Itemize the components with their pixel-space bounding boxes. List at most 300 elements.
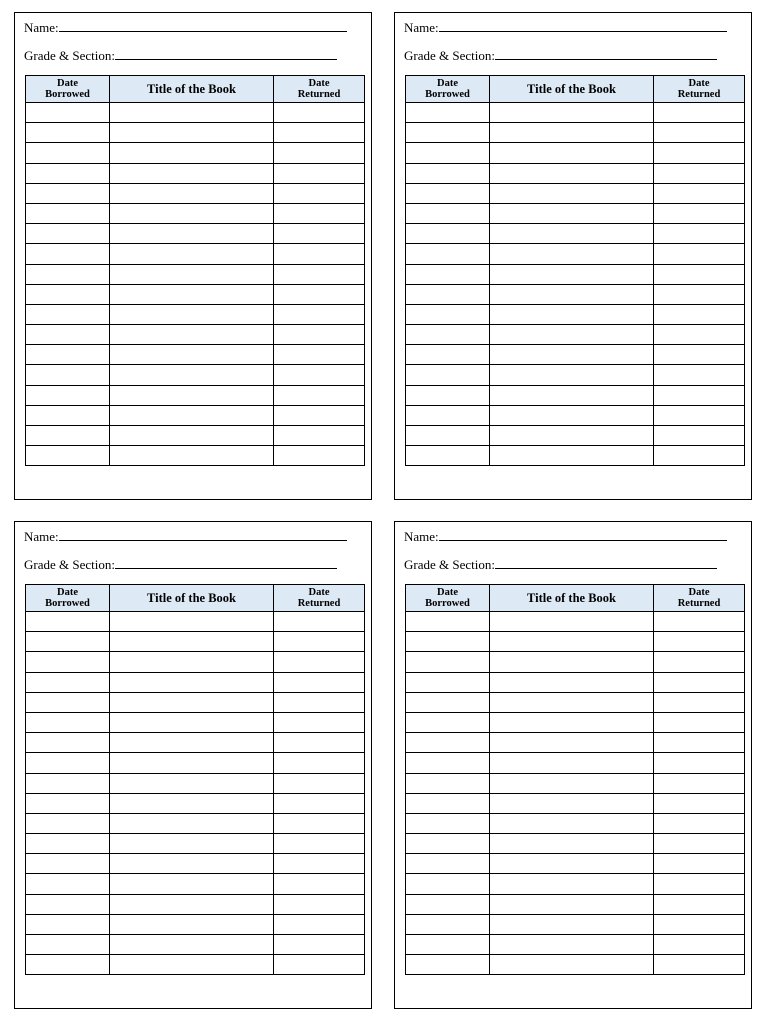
table-row: [406, 103, 745, 123]
date-borrowed-cell[interactable]: [26, 446, 110, 466]
date-returned-cell[interactable]: [274, 183, 365, 203]
date-returned-cell[interactable]: [274, 612, 365, 632]
date-returned-cell[interactable]: [654, 773, 745, 793]
book-title-cell[interactable]: [490, 183, 654, 203]
book-log-table: [25, 584, 365, 975]
book-title-cell[interactable]: [110, 284, 274, 304]
date-borrowed-cell[interactable]: [26, 612, 110, 632]
date-returned-cell[interactable]: [654, 632, 745, 652]
date-borrowed-cell[interactable]: [406, 446, 490, 466]
date-returned-cell[interactable]: [274, 813, 365, 833]
date-borrowed-cell[interactable]: [26, 935, 110, 955]
date-returned-cell[interactable]: [654, 712, 745, 732]
book-title-cell[interactable]: [110, 264, 274, 284]
table-row: [406, 773, 745, 793]
date-returned-cell[interactable]: [274, 203, 365, 223]
date-borrowed-cell[interactable]: [26, 304, 110, 324]
book-title-cell[interactable]: [110, 935, 274, 955]
date-borrowed-cell[interactable]: [26, 183, 110, 203]
date-returned-cell[interactable]: [274, 935, 365, 955]
date-returned-cell[interactable]: [654, 854, 745, 874]
date-returned-cell[interactable]: [274, 914, 365, 934]
date-returned-cell[interactable]: [274, 874, 365, 894]
book-title-cell[interactable]: [490, 405, 654, 425]
book-title-cell[interactable]: [110, 914, 274, 934]
date-borrowed-cell[interactable]: [26, 955, 110, 975]
date-borrowed-header-line2: Borrowed: [425, 598, 470, 609]
book-title-cell[interactable]: [490, 385, 654, 405]
book-title-cell[interactable]: [110, 405, 274, 425]
date-returned-cell[interactable]: [274, 284, 365, 304]
name-blank-line[interactable]: [59, 528, 347, 541]
date-borrowed-cell[interactable]: [406, 224, 490, 244]
table-row: [26, 365, 365, 385]
table-row: [26, 793, 365, 813]
table-row: [26, 123, 365, 143]
date-borrowed-cell[interactable]: [406, 304, 490, 324]
table-row: [406, 325, 745, 345]
table-row: [406, 854, 745, 874]
date-returned-cell[interactable]: [654, 385, 745, 405]
date-returned-cell[interactable]: [274, 224, 365, 244]
date-returned-cell[interactable]: [654, 143, 745, 163]
date-returned-cell[interactable]: [654, 753, 745, 773]
grade-section-blank-line[interactable]: [115, 47, 337, 60]
book-title-cell[interactable]: [490, 955, 654, 975]
date-borrowed-cell[interactable]: [406, 244, 490, 264]
date-returned-cell[interactable]: [654, 672, 745, 692]
table-body: [406, 612, 745, 975]
date-borrowed-cell[interactable]: [26, 834, 110, 854]
book-title-cell[interactable]: [110, 632, 274, 652]
date-borrowed-cell[interactable]: [26, 793, 110, 813]
book-title-cell[interactable]: [490, 793, 654, 813]
date-returned-cell[interactable]: [274, 264, 365, 284]
book-title-cell[interactable]: [490, 733, 654, 753]
date-borrowed-header-line2: Borrowed: [45, 89, 90, 100]
name-label: Name:: [404, 529, 439, 544]
book-title-cell[interactable]: [490, 103, 654, 123]
grade-section-field[interactable]: [24, 47, 337, 64]
date-borrowed-cell[interactable]: [406, 264, 490, 284]
book-title-cell[interactable]: [490, 935, 654, 955]
date-borrowed-cell[interactable]: [406, 632, 490, 652]
date-returned-header-line2: Returned: [297, 598, 341, 609]
book-title-cell[interactable]: [110, 652, 274, 672]
date-borrowed-cell[interactable]: [26, 426, 110, 446]
book-title-cell[interactable]: [490, 672, 654, 692]
grade-section-label: Grade & Section:: [24, 48, 115, 63]
date-borrowed-cell[interactable]: [406, 123, 490, 143]
date-borrowed-cell[interactable]: [406, 834, 490, 854]
grade-section-label: Grade & Section:: [404, 48, 495, 63]
book-title-cell[interactable]: [110, 672, 274, 692]
book-log-table: [405, 584, 745, 975]
date-borrowed-header-line1: Date: [437, 587, 458, 598]
table-row: [406, 304, 745, 324]
date-borrowed-cell[interactable]: [26, 712, 110, 732]
date-borrowed-cell[interactable]: [26, 224, 110, 244]
date-borrowed-cell[interactable]: [26, 203, 110, 223]
table-row: [26, 773, 365, 793]
date-returned-cell[interactable]: [274, 793, 365, 813]
date-borrowed-cell[interactable]: [406, 753, 490, 773]
book-title-cell[interactable]: [110, 834, 274, 854]
table-row: [406, 753, 745, 773]
date-returned-cell[interactable]: [274, 692, 365, 712]
date-borrowed-cell[interactable]: [26, 753, 110, 773]
grade-section-field[interactable]: [404, 47, 717, 64]
date-returned-cell[interactable]: [654, 365, 745, 385]
grade-section-blank-line[interactable]: [115, 556, 337, 569]
book-title-cell[interactable]: [110, 244, 274, 264]
date-borrowed-cell[interactable]: [406, 712, 490, 732]
book-log-table: [25, 75, 365, 466]
date-borrowed-cell[interactable]: [26, 264, 110, 284]
date-borrowed-cell[interactable]: [406, 183, 490, 203]
date-borrowed-cell[interactable]: [26, 385, 110, 405]
book-title-cell[interactable]: [490, 712, 654, 732]
table-row: [26, 405, 365, 425]
date-borrowed-cell[interactable]: [406, 935, 490, 955]
date-returned-cell[interactable]: [274, 753, 365, 773]
date-borrowed-cell[interactable]: [406, 405, 490, 425]
date-returned-cell[interactable]: [654, 345, 745, 365]
date-returned-cell[interactable]: [654, 955, 745, 975]
date-borrowed-cell[interactable]: [26, 914, 110, 934]
date-returned-cell[interactable]: [274, 244, 365, 264]
table-row: [406, 264, 745, 284]
table-row: [26, 426, 365, 446]
name-field[interactable]: [24, 528, 347, 545]
date-borrowed-cell[interactable]: [406, 793, 490, 813]
date-returned-cell[interactable]: [274, 365, 365, 385]
name-blank-line[interactable]: [439, 19, 727, 32]
book-title-cell[interactable]: [490, 244, 654, 264]
table-row: [406, 672, 745, 692]
book-title-cell[interactable]: [110, 894, 274, 914]
date-borrowed-cell[interactable]: [406, 874, 490, 894]
date-borrowed-cell[interactable]: [26, 123, 110, 143]
book-title-header: Title of the Book: [110, 585, 274, 612]
book-title-cell[interactable]: [490, 264, 654, 284]
book-title-cell[interactable]: [110, 103, 274, 123]
date-returned-cell[interactable]: [274, 834, 365, 854]
table-row: [406, 935, 745, 955]
date-borrowed-cell[interactable]: [406, 672, 490, 692]
book-title-cell[interactable]: [110, 325, 274, 345]
date-borrowed-cell[interactable]: [26, 163, 110, 183]
date-borrowed-cell[interactable]: [26, 244, 110, 264]
book-title-cell[interactable]: [490, 345, 654, 365]
borrowing-card-top-left: [14, 12, 372, 500]
book-title-cell[interactable]: [110, 426, 274, 446]
book-title-cell[interactable]: [490, 446, 654, 466]
book-title-cell[interactable]: [110, 612, 274, 632]
borrowing-card-top-right: [394, 12, 752, 500]
date-returned-cell[interactable]: [654, 123, 745, 143]
grade-section-field[interactable]: [404, 556, 717, 573]
book-title-cell[interactable]: [110, 793, 274, 813]
date-returned-cell[interactable]: [274, 955, 365, 975]
date-borrowed-cell[interactable]: [26, 773, 110, 793]
book-title-cell[interactable]: [490, 325, 654, 345]
table-row: [406, 183, 745, 203]
date-borrowed-cell[interactable]: [406, 612, 490, 632]
date-borrowed-cell[interactable]: [26, 652, 110, 672]
name-field[interactable]: [404, 528, 727, 545]
name-blank-line[interactable]: [59, 19, 347, 32]
date-returned-header-line2: Returned: [677, 89, 721, 100]
book-title-cell[interactable]: [110, 813, 274, 833]
book-title-cell[interactable]: [110, 304, 274, 324]
date-returned-cell[interactable]: [654, 914, 745, 934]
date-returned-cell[interactable]: [654, 813, 745, 833]
book-title-cell[interactable]: [490, 365, 654, 385]
date-returned-cell[interactable]: [654, 284, 745, 304]
name-label: Name:: [24, 529, 59, 544]
table-row: [26, 894, 365, 914]
date-borrowed-cell[interactable]: [26, 632, 110, 652]
name-field[interactable]: [404, 19, 727, 36]
date-borrowed-cell[interactable]: [406, 955, 490, 975]
date-returned-cell[interactable]: [274, 672, 365, 692]
date-returned-cell[interactable]: [654, 652, 745, 672]
date-returned-cell[interactable]: [274, 894, 365, 914]
grade-section-field[interactable]: [24, 556, 337, 573]
table-row: [406, 914, 745, 934]
date-returned-header-line1: Date: [688, 587, 710, 598]
date-borrowed-cell[interactable]: [26, 854, 110, 874]
table-row: [406, 284, 745, 304]
date-borrowed-cell[interactable]: [406, 103, 490, 123]
book-title-cell[interactable]: [110, 733, 274, 753]
date-returned-cell[interactable]: [274, 773, 365, 793]
table-row: [406, 365, 745, 385]
date-returned-cell[interactable]: [654, 163, 745, 183]
book-title-cell[interactable]: [490, 874, 654, 894]
date-borrowed-cell[interactable]: [26, 405, 110, 425]
table-row: [26, 446, 365, 466]
date-borrowed-cell[interactable]: [406, 692, 490, 712]
book-title-cell[interactable]: [490, 773, 654, 793]
book-title-cell[interactable]: [110, 123, 274, 143]
date-returned-cell[interactable]: [274, 385, 365, 405]
date-borrowed-cell[interactable]: [406, 365, 490, 385]
book-title-cell[interactable]: [490, 163, 654, 183]
book-title-cell[interactable]: [490, 284, 654, 304]
table-row: [26, 652, 365, 672]
date-returned-cell[interactable]: [274, 426, 365, 446]
table-row: [406, 123, 745, 143]
book-title-cell[interactable]: [110, 345, 274, 365]
date-returned-cell[interactable]: [654, 834, 745, 854]
date-borrowed-cell[interactable]: [406, 854, 490, 874]
date-returned-cell[interactable]: [274, 304, 365, 324]
date-returned-cell[interactable]: [274, 854, 365, 874]
date-borrowed-cell[interactable]: [406, 914, 490, 934]
date-borrowed-cell[interactable]: [406, 385, 490, 405]
book-title-cell[interactable]: [490, 914, 654, 934]
book-title-cell[interactable]: [110, 874, 274, 894]
table-row: [26, 224, 365, 244]
table-row: [26, 834, 365, 854]
book-title-cell[interactable]: [110, 224, 274, 244]
date-borrowed-cell[interactable]: [26, 672, 110, 692]
book-title-cell[interactable]: [490, 834, 654, 854]
date-returned-cell[interactable]: [654, 446, 745, 466]
date-returned-cell[interactable]: [654, 935, 745, 955]
book-title-cell[interactable]: [110, 446, 274, 466]
date-returned-header-line1: Date: [308, 78, 330, 89]
date-returned-cell[interactable]: [654, 103, 745, 123]
date-returned-cell[interactable]: [274, 143, 365, 163]
date-borrowed-cell[interactable]: [406, 426, 490, 446]
table-row: [406, 163, 745, 183]
book-title-cell[interactable]: [110, 753, 274, 773]
book-title-cell[interactable]: [110, 854, 274, 874]
date-returned-cell[interactable]: [274, 103, 365, 123]
date-returned-cell[interactable]: [654, 264, 745, 284]
date-returned-cell[interactable]: [654, 405, 745, 425]
date-returned-cell[interactable]: [654, 692, 745, 712]
date-returned-cell[interactable]: [274, 405, 365, 425]
date-returned-cell[interactable]: [274, 446, 365, 466]
date-returned-cell[interactable]: [274, 325, 365, 345]
table-row: [26, 935, 365, 955]
name-blank-line[interactable]: [439, 528, 727, 541]
date-returned-cell[interactable]: [654, 183, 745, 203]
book-title-cell[interactable]: [110, 163, 274, 183]
book-title-cell[interactable]: [110, 692, 274, 712]
date-borrowed-cell[interactable]: [26, 733, 110, 753]
date-returned-header: [274, 585, 365, 612]
table-row: [26, 203, 365, 223]
date-returned-cell[interactable]: [654, 612, 745, 632]
date-borrowed-cell[interactable]: [26, 692, 110, 712]
date-borrowed-cell[interactable]: [26, 325, 110, 345]
table-row: [406, 345, 745, 365]
book-title-cell[interactable]: [490, 813, 654, 833]
date-borrowed-header-line1: Date: [437, 78, 458, 89]
table-row: [26, 753, 365, 773]
book-title-cell[interactable]: [490, 854, 654, 874]
grade-section-blank-line[interactable]: [495, 556, 717, 569]
date-returned-cell[interactable]: [654, 894, 745, 914]
date-returned-cell[interactable]: [274, 712, 365, 732]
book-title-cell[interactable]: [110, 773, 274, 793]
table-header-row: [406, 585, 745, 612]
book-title-cell[interactable]: [490, 632, 654, 652]
book-title-cell[interactable]: [490, 224, 654, 244]
date-borrowed-cell[interactable]: [406, 652, 490, 672]
date-borrowed-header: [406, 585, 490, 612]
date-borrowed-header: [406, 76, 490, 103]
book-title-cell[interactable]: [490, 304, 654, 324]
book-title-cell[interactable]: [490, 123, 654, 143]
date-returned-header: [654, 585, 745, 612]
table-row: [26, 103, 365, 123]
date-returned-cell[interactable]: [274, 123, 365, 143]
table-row: [26, 672, 365, 692]
book-title-cell[interactable]: [490, 426, 654, 446]
table-row: [26, 874, 365, 894]
book-title-cell[interactable]: [490, 612, 654, 632]
book-title-cell[interactable]: [110, 203, 274, 223]
date-borrowed-cell[interactable]: [26, 813, 110, 833]
date-borrowed-cell[interactable]: [406, 284, 490, 304]
date-returned-cell[interactable]: [274, 733, 365, 753]
date-returned-cell[interactable]: [654, 203, 745, 223]
book-title-cell[interactable]: [490, 652, 654, 672]
date-borrowed-cell[interactable]: [406, 325, 490, 345]
date-borrowed-cell[interactable]: [406, 143, 490, 163]
date-returned-cell[interactable]: [654, 325, 745, 345]
date-returned-cell[interactable]: [654, 874, 745, 894]
book-title-cell[interactable]: [490, 143, 654, 163]
date-borrowed-cell[interactable]: [26, 103, 110, 123]
book-title-cell[interactable]: [490, 692, 654, 712]
date-borrowed-cell[interactable]: [26, 874, 110, 894]
date-returned-cell[interactable]: [654, 224, 745, 244]
date-borrowed-cell[interactable]: [26, 894, 110, 914]
book-title-cell[interactable]: [490, 203, 654, 223]
date-borrowed-header: [26, 76, 110, 103]
date-returned-cell[interactable]: [654, 733, 745, 753]
date-borrowed-cell[interactable]: [406, 733, 490, 753]
table-row: [406, 894, 745, 914]
name-field[interactable]: [24, 19, 347, 36]
table-row: [26, 244, 365, 264]
table-header-row: [406, 76, 745, 103]
date-returned-cell[interactable]: [654, 244, 745, 264]
table-row: [26, 692, 365, 712]
date-borrowed-cell[interactable]: [26, 143, 110, 163]
date-borrowed-cell[interactable]: [26, 345, 110, 365]
date-borrowed-cell[interactable]: [406, 163, 490, 183]
book-title-cell[interactable]: [110, 365, 274, 385]
date-returned-cell[interactable]: [274, 652, 365, 672]
book-title-cell[interactable]: [110, 955, 274, 975]
grade-section-blank-line[interactable]: [495, 47, 717, 60]
table-row: [406, 712, 745, 732]
table-header-row: [26, 76, 365, 103]
date-returned-cell[interactable]: [654, 793, 745, 813]
date-borrowed-cell[interactable]: [406, 894, 490, 914]
date-returned-cell[interactable]: [654, 304, 745, 324]
book-title-cell[interactable]: [110, 143, 274, 163]
book-title-cell[interactable]: [110, 712, 274, 732]
date-borrowed-cell[interactable]: [406, 345, 490, 365]
date-returned-cell[interactable]: [274, 345, 365, 365]
table-row: [26, 264, 365, 284]
date-returned-cell[interactable]: [274, 163, 365, 183]
table-row: [26, 183, 365, 203]
date-borrowed-cell[interactable]: [406, 813, 490, 833]
book-title-cell[interactable]: [110, 385, 274, 405]
table-row: [406, 692, 745, 712]
date-borrowed-cell[interactable]: [406, 773, 490, 793]
date-borrowed-cell[interactable]: [26, 284, 110, 304]
borrowing-card-bottom-right: [394, 521, 752, 1009]
book-title-cell[interactable]: [110, 183, 274, 203]
date-returned-cell[interactable]: [654, 426, 745, 446]
book-title-cell[interactable]: [490, 753, 654, 773]
date-borrowed-cell[interactable]: [26, 365, 110, 385]
date-returned-cell[interactable]: [274, 632, 365, 652]
book-title-cell[interactable]: [490, 894, 654, 914]
date-borrowed-cell[interactable]: [406, 203, 490, 223]
